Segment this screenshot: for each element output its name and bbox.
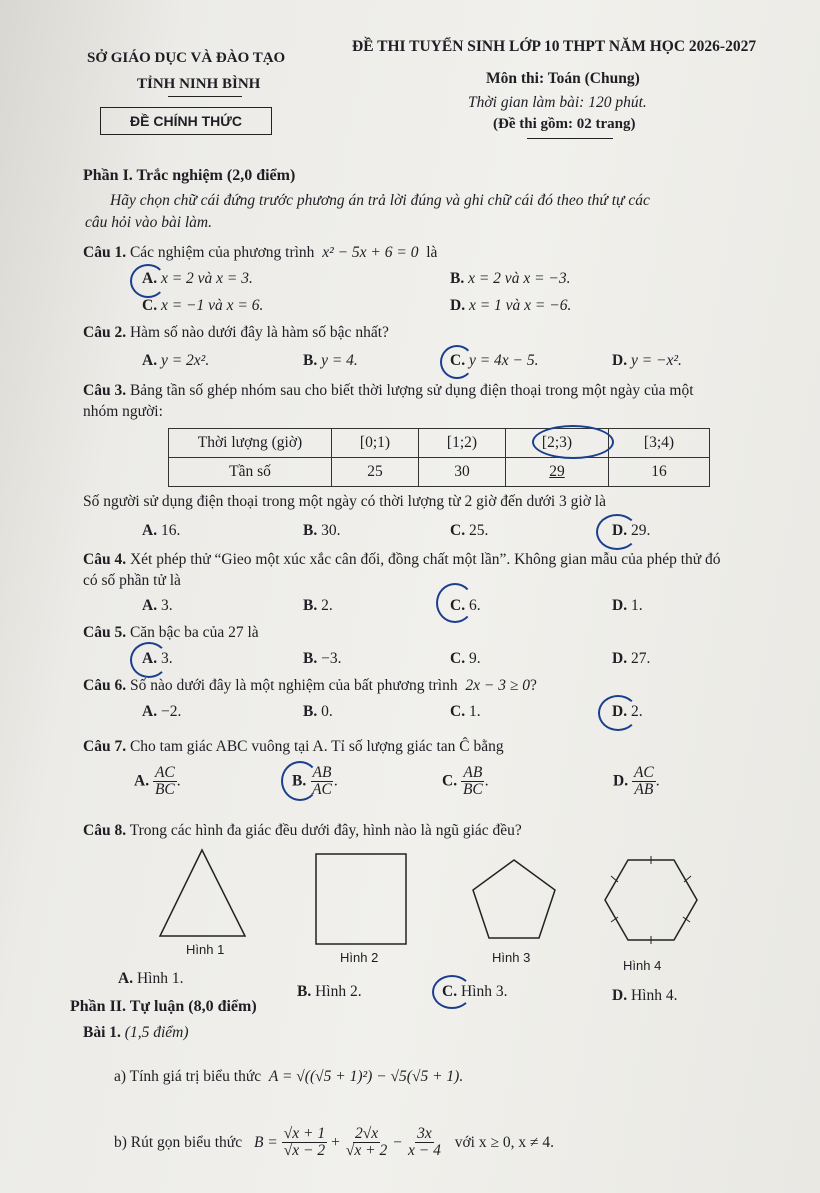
figure-label: Hình 1	[186, 942, 225, 957]
question-4-cont: có số phần tử là	[83, 572, 181, 589]
answer-mark	[130, 642, 168, 678]
official-badge: ĐỀ CHÍNH THỨC	[100, 107, 272, 135]
option-d[interactable]: D. Hình 4.	[612, 987, 678, 1004]
answer-mark	[130, 264, 166, 298]
table-cell: [1;2)	[419, 429, 506, 458]
pentagon-shape	[473, 860, 555, 938]
question-6: Câu 6. Số nào dưới đây là một nghiệm của bất phương trình 2x − 3 ≥ 0?	[83, 677, 537, 694]
header-underline	[168, 96, 242, 97]
answer-mark	[532, 425, 614, 459]
part1-title: Phần I. Trắc nghiệm (2,0 điểm)	[83, 167, 296, 184]
option-c[interactable]: C. $\frac{AB}{BC}$ .	[442, 764, 489, 799]
option-c[interactable]: C. 1.	[450, 703, 481, 720]
table-cell: Tần số	[169, 458, 332, 487]
figure-label: Hình 2	[340, 950, 379, 965]
option-c[interactable]: C. y = 4x − 5.	[450, 352, 539, 369]
subject: Môn thi: Toán (Chung)	[486, 70, 640, 87]
option-d[interactable]: D. 1.	[612, 597, 643, 614]
bai1-title: Bài 1. (1,5 điểm)	[83, 1024, 189, 1041]
option-d[interactable]: D. x = 1 và x = −6.	[450, 297, 572, 314]
polygon-figures	[150, 842, 770, 982]
option-d[interactable]: D. 27.	[612, 650, 651, 667]
answer-mark	[281, 761, 319, 801]
option-c[interactable]: C. Hình 3.	[442, 983, 508, 1000]
option-b[interactable]: B. 0.	[303, 703, 333, 720]
answer-mark	[598, 695, 638, 731]
option-d[interactable]: D. 29.	[612, 522, 651, 539]
option-c[interactable]: C. 6.	[450, 597, 481, 614]
table-cell: [2;3)	[506, 429, 609, 458]
question-3-cont: nhóm người:	[83, 403, 163, 420]
option-b[interactable]: B. 2.	[303, 597, 333, 614]
question-2: Câu 2. Hàm số nào dưới đây là hàm số bậc nhất?	[83, 324, 389, 341]
option-a[interactable]: A. $\frac{AC}{BC}$ .	[134, 764, 181, 799]
frequency-table	[168, 428, 710, 487]
question-7: Câu 7. Cho tam giác ABC vuông tại A. Tỉ số lượng giác tan Ĉ bằng	[83, 738, 504, 755]
bai1-part-b: b) Rút gọn biểu thức B = $\frac{√x + 1}{√x - 2}$ + $\frac{2√x}{√x + 2}$ − $\frac{3x}{x - 4}$ với x ≥ 0, x ≠ 4.	[114, 1125, 554, 1160]
question-8: Câu 8. Trong các hình đa giác đều dưới đây, hình nào là ngũ giác đều?	[83, 822, 522, 839]
square-shape	[316, 854, 406, 944]
option-b[interactable]: B. −3.	[303, 650, 342, 667]
question-4: Câu 4. Xét phép thử “Gieo một xúc xắc cân đối, đồng chất một lần”. Không gian mẫu của phép thử đó	[83, 551, 721, 568]
option-d[interactable]: D. 2.	[612, 703, 643, 720]
option-a[interactable]: A. 3.	[142, 597, 173, 614]
answer-mark	[440, 345, 474, 379]
option-a[interactable]: A. 16.	[142, 522, 181, 539]
table-cell: [0;1)	[332, 429, 419, 458]
province-name: TỈNH NINH BÌNH	[137, 76, 261, 92]
header-underline	[527, 138, 613, 139]
table-cell: Thời lượng (giờ)	[169, 429, 332, 458]
figure-label: Hình 3	[492, 950, 531, 965]
answer-mark	[436, 583, 474, 623]
page-count: (Đề thi gồm: 02 trang)	[493, 116, 636, 132]
part1-instruction: Hãy chọn chữ cái đứng trước phương án trả lời đúng và ghi chữ cái đó theo thứ tự các	[110, 192, 650, 209]
dept-name: SỞ GIÁO DỤC VÀ ĐÀO TẠO	[87, 50, 286, 66]
option-c[interactable]: C. 9.	[450, 650, 481, 667]
answer-mark	[596, 514, 638, 550]
option-a[interactable]: A. 3.	[142, 650, 173, 667]
question-label: Câu 1.	[83, 244, 127, 261]
question-text: là	[426, 244, 438, 261]
option-b[interactable]: B. Hình 2.	[297, 983, 362, 1000]
option-b[interactable]: B. 30.	[303, 522, 341, 539]
table-row	[169, 429, 710, 458]
option-a[interactable]: A. x = 2 và x = 3.	[142, 270, 253, 287]
option-a[interactable]: A. −2.	[142, 703, 182, 720]
table-cell: [3;4)	[609, 429, 710, 458]
exam-title: ĐỀ THI TUYỂN SINH LỚP 10 THPT NĂM HỌC 2026-2027	[352, 38, 757, 55]
part1-instruction-2: câu hỏi vào bài làm.	[85, 214, 212, 231]
exam-time: Thời gian làm bài: 120 phút.	[468, 94, 647, 111]
part2-title: Phần II. Tự luận (8,0 điểm)	[70, 998, 257, 1015]
question-5: Câu 5. Căn bậc ba của 27 là	[83, 624, 259, 641]
question-text: Các nghiệm của phương trình	[129, 244, 315, 261]
table-cell: 16	[609, 458, 710, 487]
option-a[interactable]: A. Hình 1.	[118, 970, 184, 987]
table-row	[169, 458, 710, 487]
option-b[interactable]: B. $\frac{AB}{AC}$ .	[292, 764, 338, 799]
question-3: Câu 3. Bảng tần số ghép nhóm sau cho biết thời lượng sử dụng điện thoại trong một ngày của một	[83, 382, 694, 399]
option-c[interactable]: C. x = −1 và x = 6.	[142, 297, 264, 314]
equation: x² − 5x + 6 = 0	[322, 244, 419, 261]
question-3-prompt: Số người sử dụng điện thoại trong một ngày có thời lượng từ 2 giờ đến dưới 3 giờ là	[83, 493, 606, 510]
bai1-part-a: a) Tính giá trị biểu thức A = √((√5 + 1)²) − √5(√5 + 1).	[114, 1068, 464, 1085]
option-d[interactable]: D. y = −x².	[612, 352, 682, 369]
option-a[interactable]: A. y = 2x².	[142, 352, 210, 369]
option-b[interactable]: B. y = 4.	[303, 352, 358, 369]
option-d[interactable]: D. $\frac{AC}{AB}$ .	[613, 764, 660, 799]
table-cell: 30	[419, 458, 506, 487]
triangle-shape	[160, 850, 245, 936]
option-b[interactable]: B. x = 2 và x = −3.	[450, 270, 571, 287]
option-c[interactable]: C. 25.	[450, 522, 489, 539]
question-1	[83, 244, 437, 262]
answer-mark	[432, 975, 472, 1009]
figure-label: Hình 4	[623, 958, 662, 973]
table-cell: 29	[506, 458, 609, 487]
hexagon-shape	[605, 860, 697, 940]
table-cell: 25	[332, 458, 419, 487]
